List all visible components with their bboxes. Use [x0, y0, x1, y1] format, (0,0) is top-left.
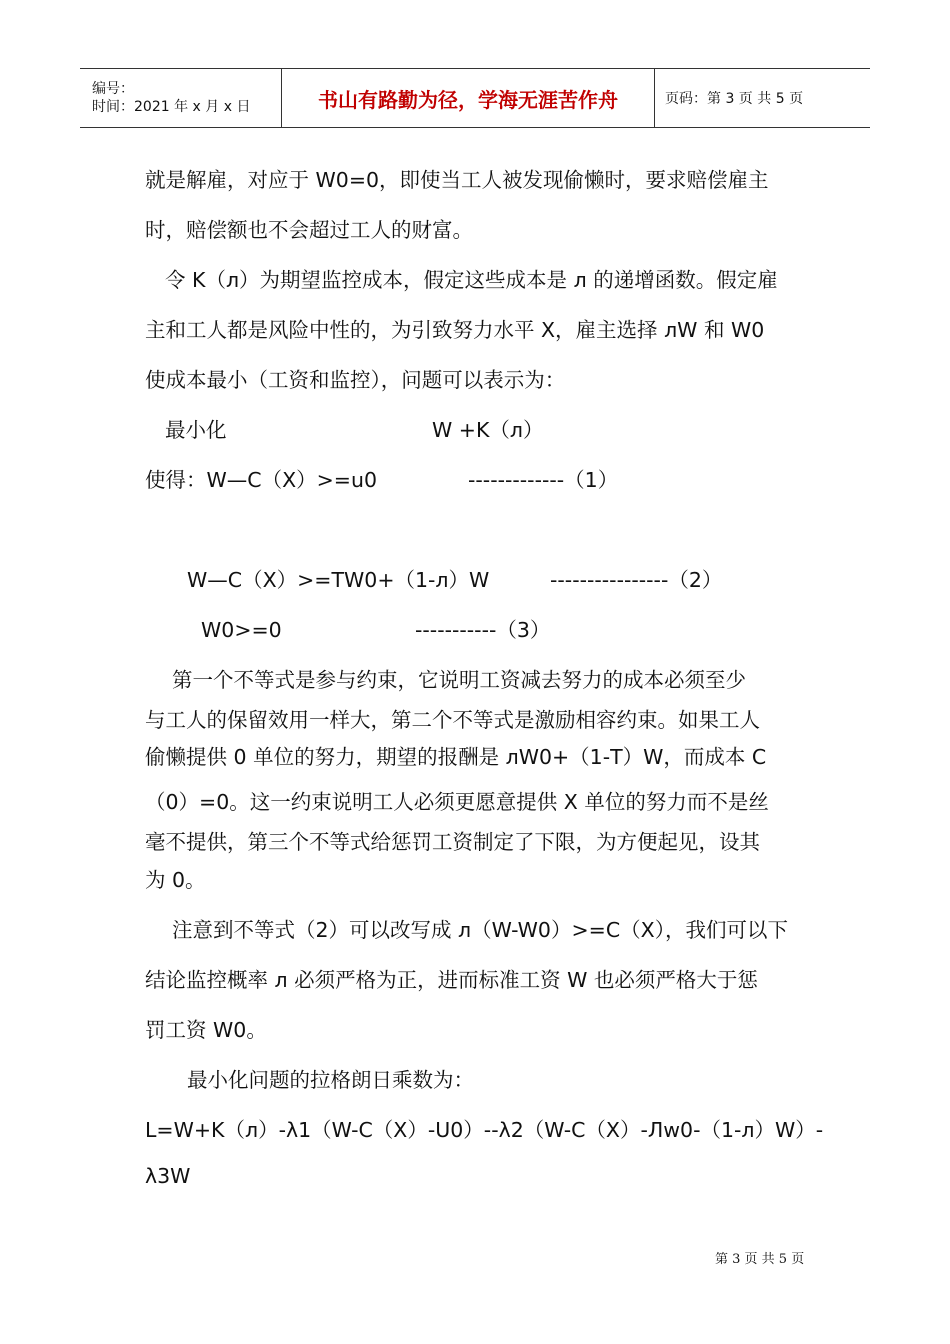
formula-constraint-3: W0>=0 — [201, 618, 282, 642]
formula-minimize-label: 最小化 — [165, 418, 227, 442]
body-line-15: 最小化问题的拉格朗日乘数为： — [187, 1068, 474, 1092]
body-line-13: 结论监控概率 л 必须严格为正，进而标准工资 W 也必须严格大于惩 — [145, 968, 758, 992]
body-line-5: 使成本最小（工资和监控），问题可以表示为： — [145, 368, 566, 392]
body-line-2: 时，赔偿额也不会超过工人的财富。 — [145, 218, 473, 242]
document-number-label: 编号： — [92, 81, 134, 97]
formula-lagrangian-continued: λ3W — [145, 1164, 191, 1188]
header-page-number: 页码：第 3 页 共 5 页 — [665, 91, 804, 107]
page-footer: 第 3 页 共 5 页 — [715, 1252, 805, 1267]
body-line-8: 偷懒提供 0 单位的努力，期望的报酬是 лW0+（1-T）W，而成本 C — [145, 745, 767, 769]
formula-constraint-1-number: -------------（1） — [468, 468, 619, 492]
header-motto: 书山有路勤为径，学海无涯苦作舟 — [282, 69, 655, 127]
page-header — [80, 68, 870, 128]
body-line-3: 令 K（л）为期望监控成本，假定这些成本是 л 的递增函数。假定雇 — [165, 268, 778, 292]
body-line-1: 就是解雇，对应于 W0=0，即使当工人被发现偷懒时，要求赔偿雇主 — [145, 168, 769, 192]
body-line-10: 毫不提供，第三个不等式给惩罚工资制定了下限，为方便起见，设其 — [145, 830, 760, 854]
body-line-6: 第一个不等式是参与约束，它说明工资减去努力的成本必须至少 — [172, 668, 746, 692]
formula-lagrangian: L=W+K（л）-λ1（W-C（X）-U0）--λ2（W-C（X）-Лw0-（1-л）W）- — [145, 1118, 824, 1142]
formula-constraint-3-number: -----------（3） — [415, 618, 551, 642]
formula-objective: W +K（л） — [432, 418, 544, 442]
body-line-12: 注意到不等式（2）可以改写成 л（W-W0）>=C（X），我们可以下 — [172, 918, 788, 942]
body-line-9: （0）=0。这一约束说明工人必须更愿意提供 X 单位的努力而不是丝 — [145, 790, 769, 814]
formula-constraint-2: W—C（X）>=TW0+（1-л）W — [187, 568, 490, 592]
document-date-label: 时间：2021 年 x 月 x 日 — [92, 99, 251, 115]
header-meta — [80, 69, 282, 127]
formula-constraint-1: 使得：W—C（X）>=u0 — [145, 468, 378, 492]
body-line-4: 主和工人都是风险中性的，为引致努力水平 X，雇主选择 лW 和 W0 — [145, 318, 765, 342]
body-line-11: 为 0。 — [145, 868, 206, 892]
body-line-7: 与工人的保留效用一样大，第二个不等式是激励相容约束。如果工人 — [145, 708, 760, 732]
formula-constraint-2-number: ----------------（2） — [550, 568, 723, 592]
body-line-14: 罚工资 W0。 — [145, 1018, 267, 1042]
